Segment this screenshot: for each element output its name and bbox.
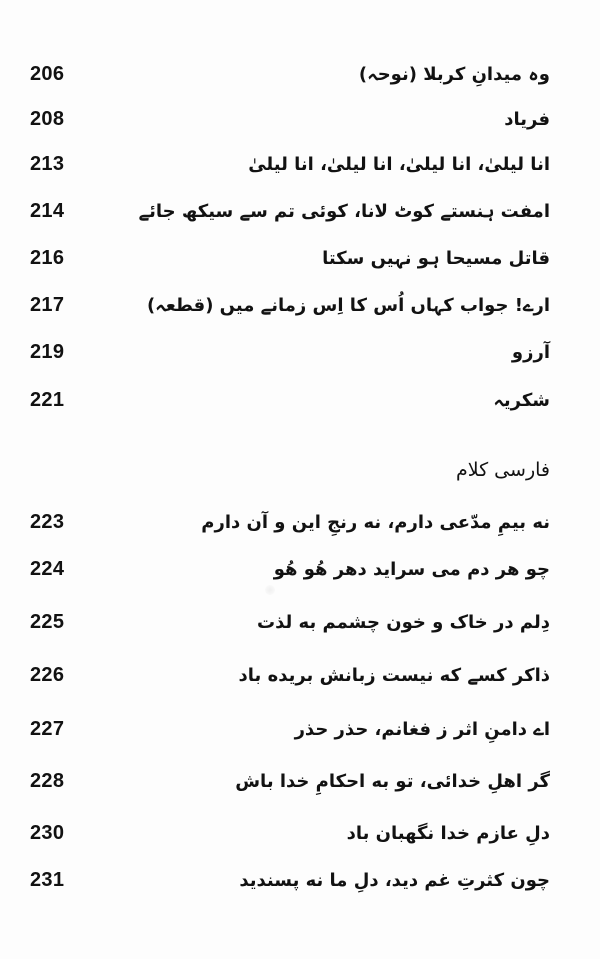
toc-entry bbox=[30, 56, 550, 92]
toc-entry-title: امفت ہنستے کوٹ لانا، کوئی تم سے سیکھ جائے bbox=[138, 200, 550, 222]
toc-entry-title: دِلم در خاک و خون چشمم به لذت bbox=[257, 611, 550, 633]
toc-entry-title: قاتل مسیحا ہو نہیں سکتا bbox=[322, 247, 550, 269]
toc-entry-title: نه بیمِ مدّعی دارم، نه رنجِ این و آن دارم bbox=[201, 511, 550, 533]
toc-page-number: 221 bbox=[30, 388, 65, 411]
toc-entry-title: وہ میدانِ کربلا (نوحہ) bbox=[358, 63, 550, 85]
toc-entry-title: آرزو bbox=[511, 341, 550, 363]
toc-entry-title: شکریہ bbox=[493, 389, 550, 411]
toc-entry bbox=[30, 193, 550, 229]
toc-page-number: 216 bbox=[30, 246, 65, 269]
toc-entry bbox=[30, 240, 550, 276]
toc-entry-title: ذاکر کسے که نیست زبانش بریده باد bbox=[238, 664, 550, 686]
toc-entry-title: چو هر دم می سراید دهر هُو هُو bbox=[273, 558, 550, 580]
toc-page-number: 219 bbox=[30, 340, 65, 363]
toc-page-number: 208 bbox=[30, 107, 65, 130]
toc-entry-title: چون کثرتِ غم دید، دلِ ما نه پسندید bbox=[239, 869, 550, 891]
toc-page-number: 228 bbox=[30, 769, 65, 792]
toc-entry bbox=[30, 763, 550, 799]
toc-entry bbox=[30, 657, 550, 693]
toc-page-number: 231 bbox=[30, 868, 65, 891]
toc-entry-title: گر اهلِ خدائی، تو به احکامِ خدا باش bbox=[235, 770, 550, 792]
toc-entry-title: ارے! جواب کہاں اُس کا اِس زمانے میں (قطعہ) bbox=[146, 294, 550, 316]
toc-entry bbox=[30, 711, 550, 747]
toc-entry bbox=[30, 504, 550, 540]
toc-page-number: 224 bbox=[30, 557, 65, 580]
toc-page-number: 226 bbox=[30, 663, 65, 686]
toc-entry-title: فریاد bbox=[504, 108, 550, 130]
toc-page-number: 227 bbox=[30, 717, 65, 740]
toc-page-number: 225 bbox=[30, 610, 65, 633]
toc-page-number: 213 bbox=[30, 152, 65, 175]
toc-page-number: 223 bbox=[30, 510, 65, 533]
toc-entry bbox=[30, 146, 550, 182]
toc-entry bbox=[30, 101, 550, 137]
toc-entry-title: انا لیلیٰ، انا لیلیٰ، انا لیلیٰ، انا لیلیٰ bbox=[248, 153, 550, 175]
toc-entry-title: اے دامنِ اثر ز فغانم، حذر حذر bbox=[294, 718, 550, 740]
toc-entry-title: دلِ عازم خدا نگهبان باد bbox=[346, 822, 550, 844]
toc-entry bbox=[30, 862, 550, 898]
toc-entry bbox=[30, 287, 550, 323]
toc-entry bbox=[30, 551, 550, 587]
toc-page-number: 206 bbox=[30, 62, 65, 85]
toc-entry bbox=[30, 382, 550, 418]
toc-entry bbox=[30, 604, 550, 640]
toc-entry bbox=[30, 334, 550, 370]
toc-entry bbox=[30, 815, 550, 851]
section-heading: فارسی کلام bbox=[456, 459, 550, 481]
toc-page-number: 217 bbox=[30, 293, 65, 316]
toc-page-number: 230 bbox=[30, 821, 65, 844]
toc-page-number: 214 bbox=[30, 199, 65, 222]
